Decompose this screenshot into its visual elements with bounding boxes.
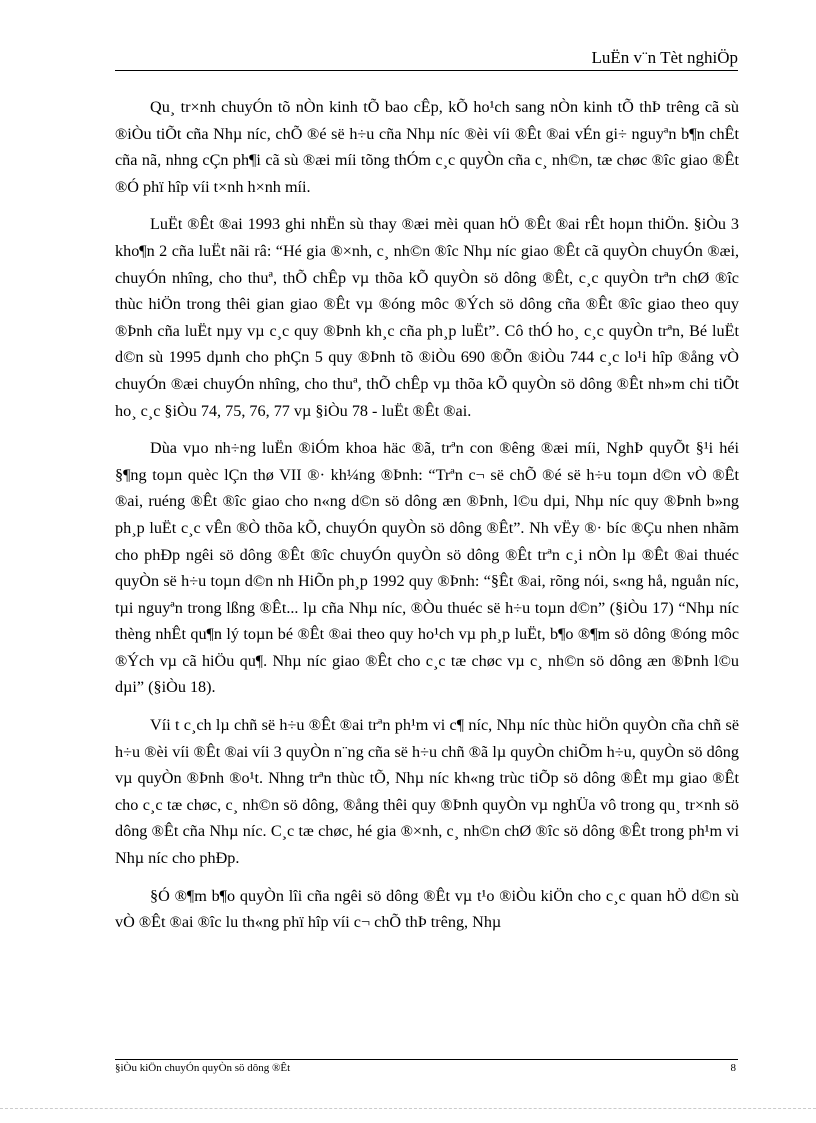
paragraph: Dùa vµo nh÷ng luËn ®iÓm khoa häc ®ã, trªn con ®êng ®æi míi, NghÞ quyÕt §¹i héi §¶ng toµn quèc lÇn thø VII ®· kh¼ng ®Þnh: “Trªn c¬ së chÕ ®é së h÷u toµn d©n vÒ ®Êt ®ai, ruéng ®Êt ®îc giao cho n«ng d©n sö dông æn ®Þnh, l©u dµi, Nhµ níc quy ®Þnh b»ng ph¸p luËt c¸c vÊn ®Ò thõa kÕ, chuyÓn quyÒn sö dông ®Êt”. Nh vËy ®· bíc ®Çu nhen nhãm cho phÐp ngêi sö dông ®Êt ®îc chuyÓn quyÒn sö dông ®Êt trªn c¸i nÒn lµ ®Êt ®ai thuéc quyÒn së h÷u toµn d©n nh HiÕn ph¸p 1992 quy ®Þnh: “§Êt ®ai, rõng nói, s«ng hå, nguån níc, tµi nguyªn trong lßng ®Êt... lµ cña Nhµ níc, ®Òu thuéc së h÷u toµn d©n” (§iÒu 17) “Nhµ níc thèng nhÊt qu¶n lý toµn bé ®Êt ®ai theo quy ho¹ch vµ ph¸p luËt, b¶o ®¶m sö dông ®óng môc ®Ých vµ cã hiÖu qu¶. Nhµ níc giao ®Êt cho c¸c tæ chøc vµ c¸ nh©n sö dông æn ®Þnh l©u dµi” (§iÒu 18). bbox=[115, 439, 739, 697]
paragraph: LuËt ®Êt ®ai 1993 ghi nhËn sù thay ®æi mèi quan hÖ ®Êt ®ai rÊt hoµn thiÖn. §iÒu 3 kho¶n 2 cña luËt nãi râ: “Hé gia ®×nh, c¸ nh©n ®îc Nhµ níc giao ®Êt cã quyÒn chuyÓn ®æi, chuyÓn nhîng, cho thuª, thÕ chÊp vµ thõa kÕ quyÒn sö dông ®Êt, c¸c quyÒn trªn chØ ®îc thùc hiÖn trong thêi gian giao ®Êt vµ ®óng môc ®Ých sö dông cña ®Êt ®îc giao theo quy ®Þnh cña luËt nµy vµ c¸c quy ®Þnh kh¸c cña ph¸p luËt”. Cô thÓ ho¸ c¸c quyÒn trªn, Bé luËt d©n sù 1995 dµnh cho phÇn 5 quy ®Þnh tõ ®iÒu 690 ®Õn ®iÒu 744 c¸c lo¹i hîp ®ång vÒ chuyÓn ®æi chuyÓn nhîng, cho thuª, thÕ chÊp vµ thõa kÕ quyÒn sö dông ®Êt nh»m chi tiÕt ho¸ c¸c §iÒu 74, 75, 76, 77 vµ §iÒu 78 - luËt ®Êt ®ai. bbox=[115, 215, 739, 420]
paragraph: §Ó ®¶m b¶o quyÒn lîi cña ngêi sö dông ®Êt vµ t¹o ®iÒu kiÖn cho c¸c quan hÖ d©n sù vÒ ®Êt ®ai ®îc lu th«ng phï hîp víi c¬ chÕ thÞ trêng, Nhµ bbox=[115, 886, 739, 932]
running-header-title: LuËn v¨n Tèt nghiÖp bbox=[591, 48, 738, 67]
footer-divider bbox=[115, 1059, 738, 1060]
running-footer-title: §iÒu kiÖn chuyÓn quyÒn sö dông ®Êt bbox=[115, 1062, 291, 1074]
paragraph: Víi t c¸ch lµ chñ së h÷u ®Êt ®ai trªn ph¹m vi c¶ níc, Nhµ níc thùc hiÖn quyÒn cña chñ së h÷u ®èi víi ®Êt ®ai víi 3 quyÒn n¨ng cña së h÷u chñ ®ã lµ quyÒn chiÕm h÷u, quyÒn sö dông vµ quyÒn ®Þnh ®o¹t. Nhng trªn thùc tÕ, Nhµ níc kh«ng trùc tiÕp sö dông ®Êt mµ giao ®Êt cho c¸c tæ chøc, c¸ nh©n sö dông, ®ång thêi quy ®Þnh quyÒn vµ nghÜa vô trong qu¸ tr×nh sö dông ®Êt cña Nhµ níc. C¸c tæ chøc, hé gia ®×nh, c¸ nh©n chØ ®îc sö dông ®Êt trong ph¹m vi Nhµ níc cho phÐp. bbox=[115, 716, 739, 868]
page-number: 8 bbox=[730, 1062, 736, 1074]
document-body bbox=[115, 94, 739, 947]
page-bottom-edge bbox=[0, 1108, 816, 1109]
paragraph: Qu¸ tr×nh chuyÓn tõ nÒn kinh tÕ bao cÊp, kÕ ho¹ch sang nÒn kinh tÕ thÞ trêng cã sù ®iÒu tiÕt cña Nhµ níc, chÕ ®é së h÷u cña Nhµ níc ®èi víi ®Êt ®ai vÉn gi÷ nguyªn b¶n chÊt cña nã, nhng cÇn ph¶i cã sù ®æi míi tõng thÓm c¸c quyÒn cña c¸ nh©n, tæ chøc ®îc giao ®Êt ®Ó phï hîp víi t×nh h×nh míi. bbox=[115, 98, 739, 196]
header-divider bbox=[115, 70, 738, 71]
